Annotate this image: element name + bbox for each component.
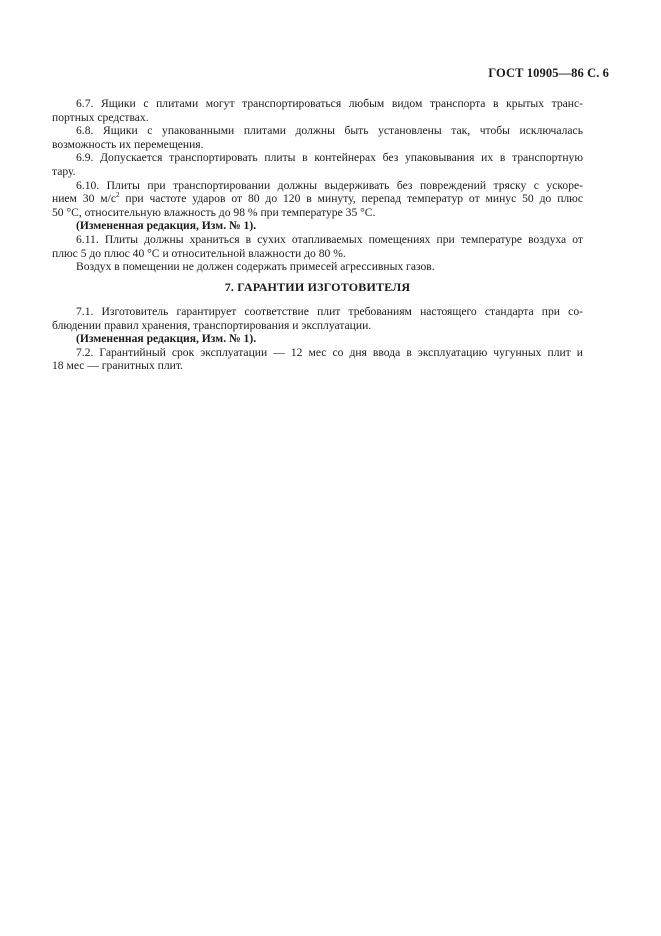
- amendment-note-2: (Измененная редакция, Изм. № 1).: [76, 332, 257, 346]
- section-7-body: [52, 305, 583, 373]
- paragraph-6-8-line-1: 6.8. Ящики с упакованными плитами должны быть установлены так, чтобы исключалась: [76, 124, 583, 138]
- amendment-note-1: (Измененная редакция, Изм. № 1).: [76, 219, 257, 233]
- section-7-title: 7. ГАРАНТИИ ИЗГОТОВИТЕЛЯ: [224, 280, 411, 294]
- paragraph-7-2-line-1: 7.2. Гарантийный срок эксплуатации — 12 мес со дня ввода в эксплуатацию чугунных плит и: [76, 345, 583, 359]
- paragraph-6-8-line-2: возможность их перемещения.: [52, 137, 204, 151]
- paragraph-6-9-line-2: тару.: [52, 164, 76, 178]
- paragraph-6-11-line-1: 6.11. Плиты должны храниться в сухих отапливаемых помещениях при температуре воздуха от: [76, 232, 583, 246]
- paragraph-6-10-line-1: 6.10. Плиты при транспортировании должны выдерживать без повреждений тряску с ускоре-: [76, 178, 583, 192]
- paragraph-6-10-line-2: [52, 192, 583, 206]
- paragraph-7-1-line-1: 7.1. Изготовитель гарантирует соответствие плит требованиям настоящего стандарта при со-: [76, 305, 583, 318]
- paragraph-6-7-line-2: портных средствах.: [52, 110, 149, 124]
- paragraph-6-10-line-3: 50 °С, относительную влажность до 98 % при температуре 35 °С.: [52, 205, 376, 219]
- air-note: Воздух в помещении не должен содержать примесей агрессивных газов.: [76, 260, 435, 274]
- paragraph-6-7-line-1: 6.7. Ящики с плитами могут транспортироваться любым видом транспорта в крытых транс-: [76, 97, 583, 110]
- paragraph-7-2-line-2: 18 мес — гранитных плит.: [52, 359, 183, 373]
- section-6-body: [52, 97, 583, 274]
- paragraph-6-10-line-2a: нием 30 м/с: [52, 192, 116, 206]
- paragraph-6-9-line-1: 6.9. Допускается транспортировать плиты в контейнерах без упаковывания их в транспортную: [76, 151, 583, 165]
- paragraph-7-1-line-2: блюдении правил хранения, транспортирования и эксплуатации.: [52, 318, 372, 332]
- paragraph-6-10-line-2b: при частоте ударов от 80 до 120 в минуту, перепад температур от минус 50 до плюс: [119, 192, 583, 206]
- document-header: ГОСТ 10905—86 С. 6: [488, 66, 609, 80]
- superscript-2: 2: [115, 191, 120, 200]
- paragraph-6-11-line-2: плюс 5 до плюс 40 °С и относительной влажности до 80 %.: [52, 246, 346, 260]
